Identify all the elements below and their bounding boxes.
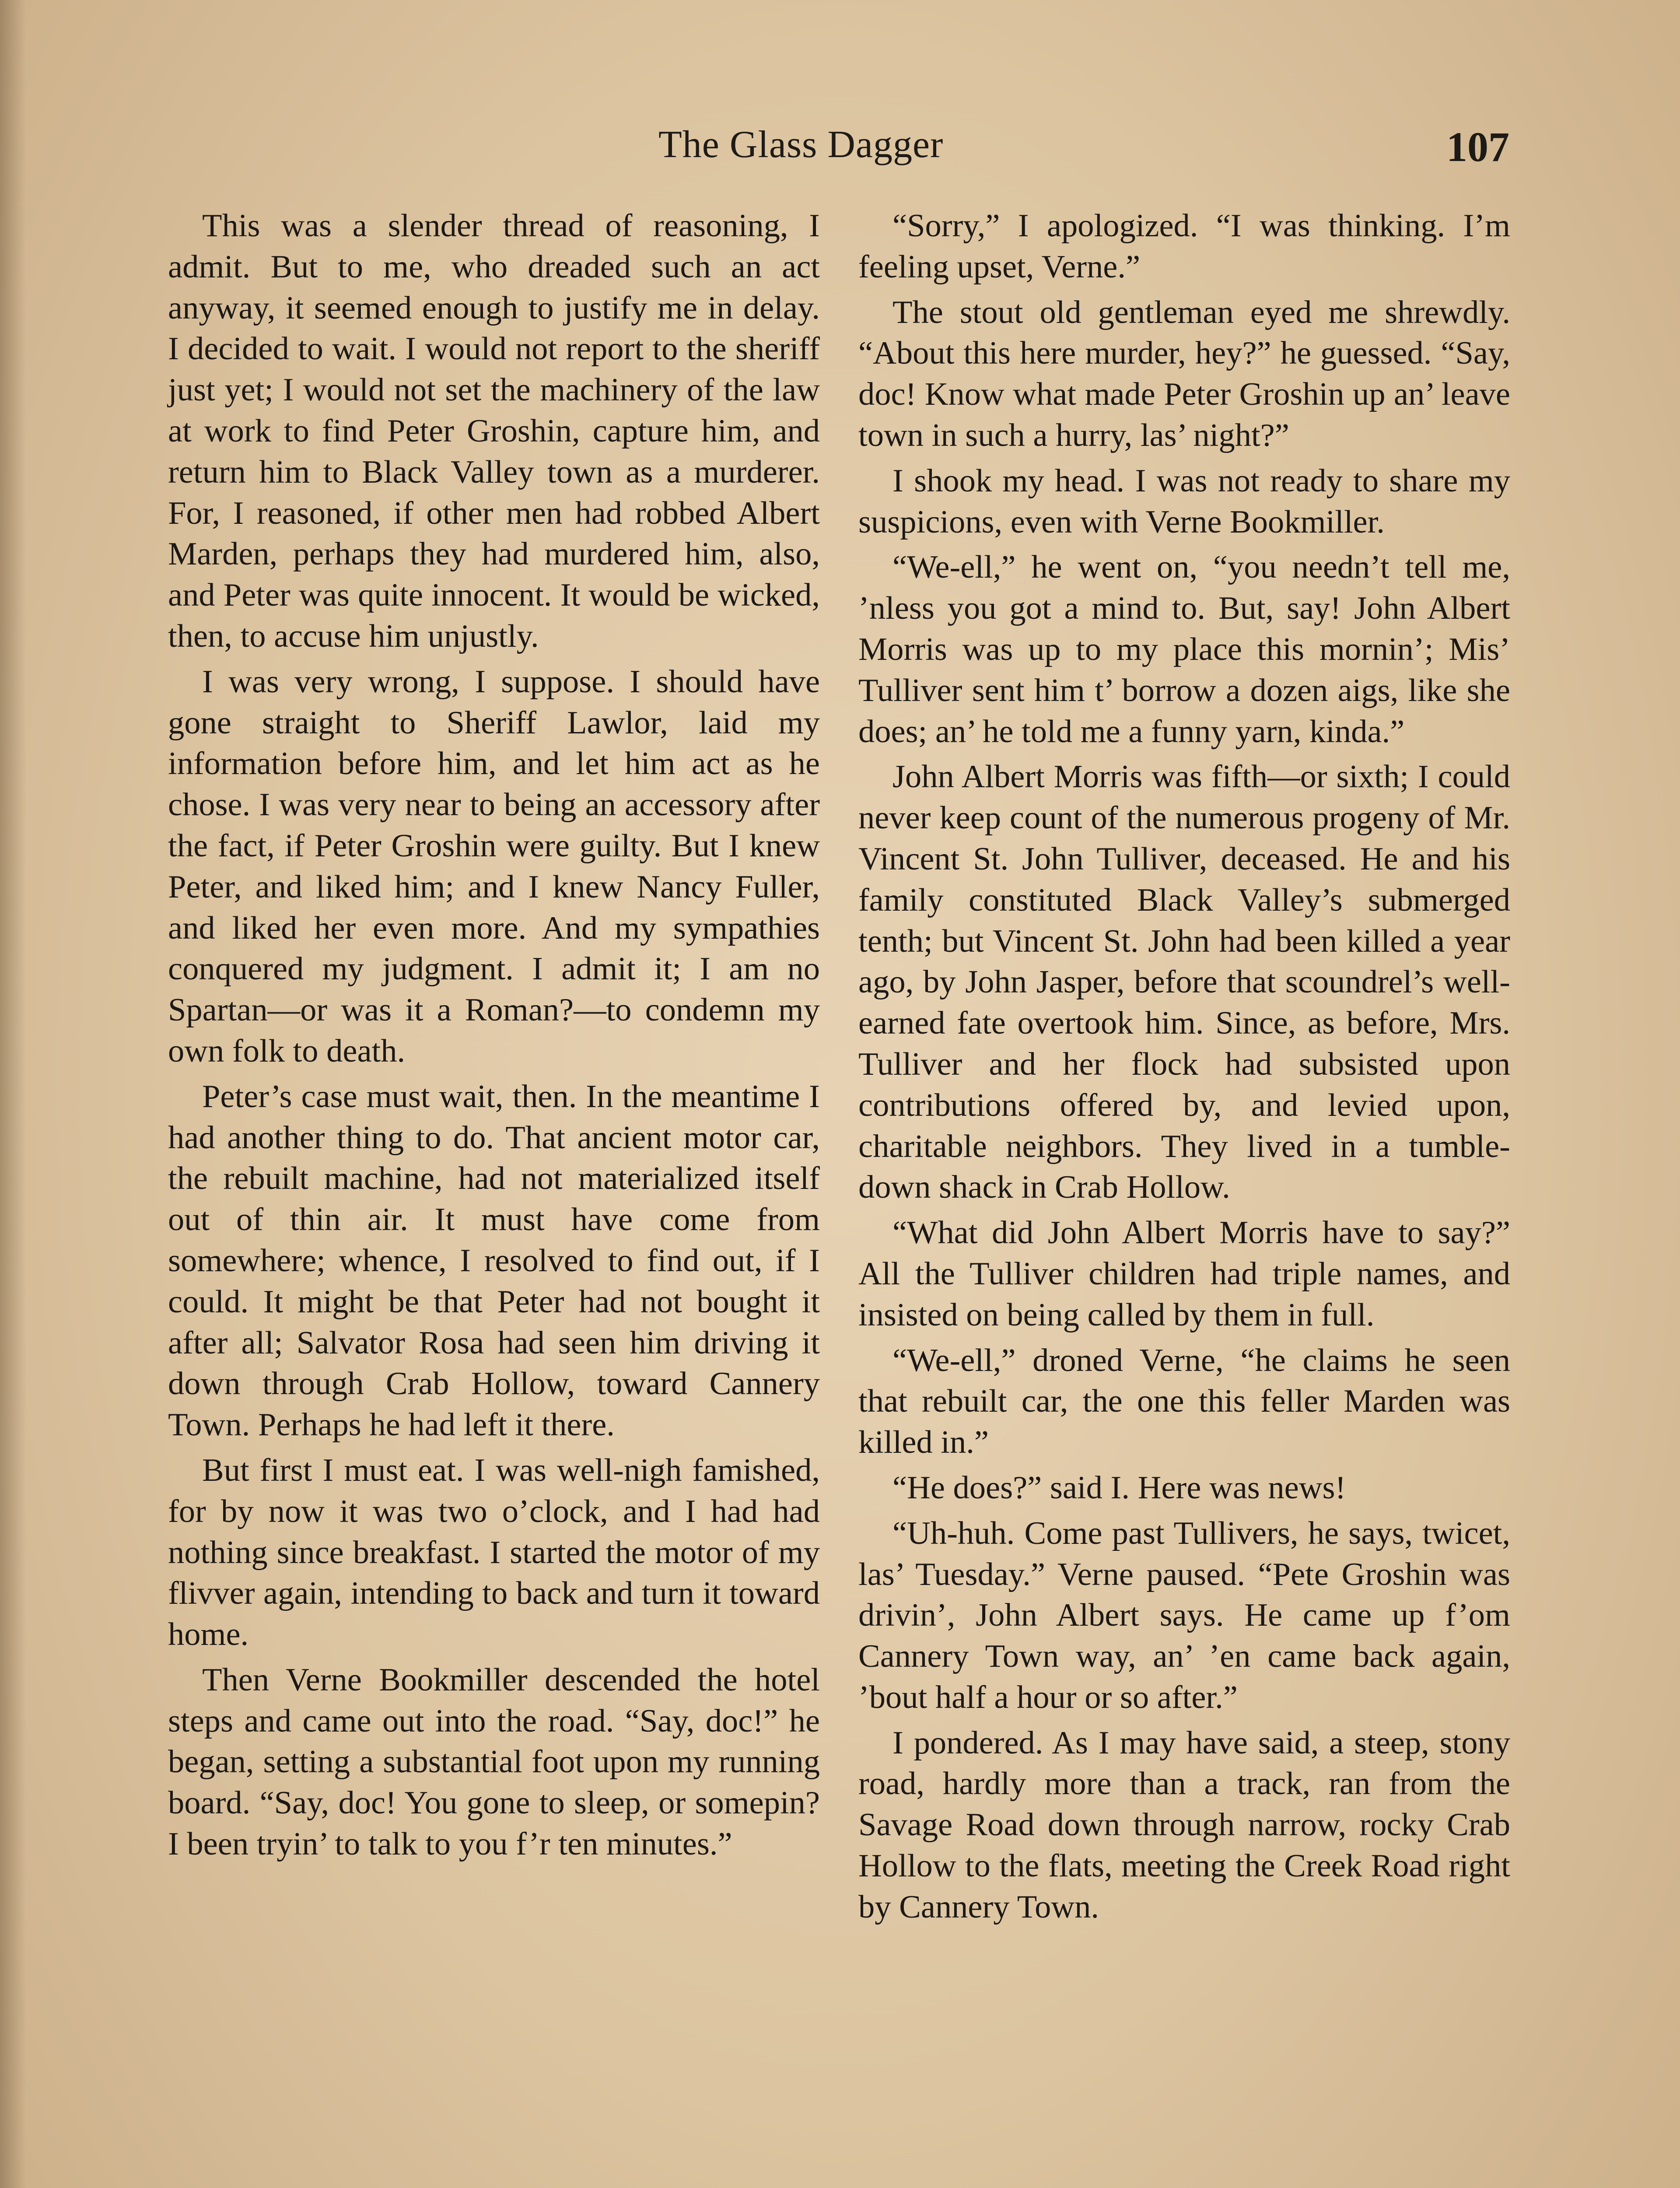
paragraph: I shook my head. I was not ready to share my suspicions, even with Verne Bookmiller.	[858, 463, 1510, 540]
paragraph: “We-ell,” droned Verne, “he claims he seen that rebuilt car, the one this feller Marden was killed in.”	[858, 1342, 1510, 1461]
paragraph: “He does?” said I. Here was news!	[892, 1469, 1346, 1506]
paragraph: I was very wrong, I suppose. I should have gone straight to Sheriff Lawlor, laid my information before him, and let him act as he chose. I was very near to being an accessory after the fact, if Peter Groshin were guilty. But I knew Peter, and liked him; and I knew Nancy Fuller, and liked her even more. And my sympathies conquered my judgment. I admit it; I am no Spartan—or was it a Roman?—to condemn my own folk to death.	[168, 663, 820, 1069]
paragraph: The stout old gentleman eyed me shrewdly. “About this here murder, hey?” he guessed. “Say, doc! Know what made Peter Groshin up an’ leave town in such a hurry, las’ night?”	[858, 294, 1510, 453]
left-column	[168, 206, 820, 2188]
right-column	[858, 206, 1510, 2188]
paragraph: Then Verne Bookmiller descended the hotel steps and came out into the road. “Say, doc!” he began, setting a substantial foot upon my running board. “Say, doc! You gone to sleep, or somepin? I been tryin’ to talk to you f’r ten minutes.”	[168, 1662, 820, 1862]
paragraph: “We-ell,” he went on, “you needn’t tell me, ’nless you got a mind to. But, say! John Albert Morris was up to my place this mornin’; Mis’ Tulliver sent him t’ borrow a dozen aigs, like she does; an’ he told me a funny yarn, kinda.”	[858, 549, 1510, 750]
page-number: 107	[1446, 123, 1509, 170]
paragraph: John Albert Morris was fifth—or sixth; I could never keep count of the numerous progeny of Mr. Vincent St. John Tulliver, deceased. He and his family constituted Black Valley’s submerged tenth; but Vincent St. John had been killed a year ago, by John Jasper, before that scoundrel’s well-earned fate overtook him. Since, as before, Mrs. Tulliver and her flock had subsisted upon contributions offered by, and levied upon, charitable neighbors. They lived in a tumble-down shack in Crab Hollow.	[858, 759, 1510, 1206]
paragraph: But first I must eat. I was well-nigh famished, for by now it was two o’clock, and I had had nothing since breakfast. I started the motor of my flivver again, intending to back and turn it toward home.	[168, 1452, 820, 1653]
paragraph: “What did John Albert Morris have to say?” All the Tulliver children had triple names, and insisted on being called by them in full.	[858, 1215, 1510, 1333]
paragraph: I pondered. As I may have said, a steep, stony road, hardly more than a track, ran from the Savage Road down through narrow, rocky Crab Hollow to the flats, meeting the Creek Road right by Cannery Town.	[858, 1725, 1510, 1925]
running-title: The Glass Dagger	[658, 123, 944, 166]
paragraph: “Uh-huh. Come past Tullivers, he says, twicet, las’ Tuesday.” Verne paused. “Pete Groshin was drivin’, John Albert says. He came up f’om Cannery Town way, an’ ’en came back again, ’bout half a hour or so after.”	[858, 1515, 1510, 1715]
paragraph: This was a slender thread of reasoning, I admit. But to me, who dreaded such an act anyway, it seemed enough to justify me in delay. I decided to wait. I would not report to the sheriff just yet; I would not set the machinery of the law at work to find Peter Groshin, capture him, and return him to Black Valley town as a murderer. For, I reasoned, if other men had robbed Albert Marden, perhaps they had murdered him, also, and Peter was quite innocent. It would be wicked, then, to accuse him unjustly.	[168, 208, 820, 654]
spine-shadow	[0, 0, 26, 2188]
page-header	[171, 123, 1518, 193]
paragraph: Peter’s case must wait, then. In the meantime I had another thing to do. That ancient motor car, the rebuilt machine, had not materialized itself out of thin air. It must have come from somewhere; whence, I resolved to find out, if I could. It might be that Peter had not bought it after all; Salvator Rosa had seen him driving it down through Crab Hollow, toward Cannery Town. Perhaps he had left it there.	[168, 1078, 820, 1443]
paragraph: “Sorry,” I apologized. “I was thinking. I’m feeling upset, Verne.”	[858, 208, 1510, 285]
